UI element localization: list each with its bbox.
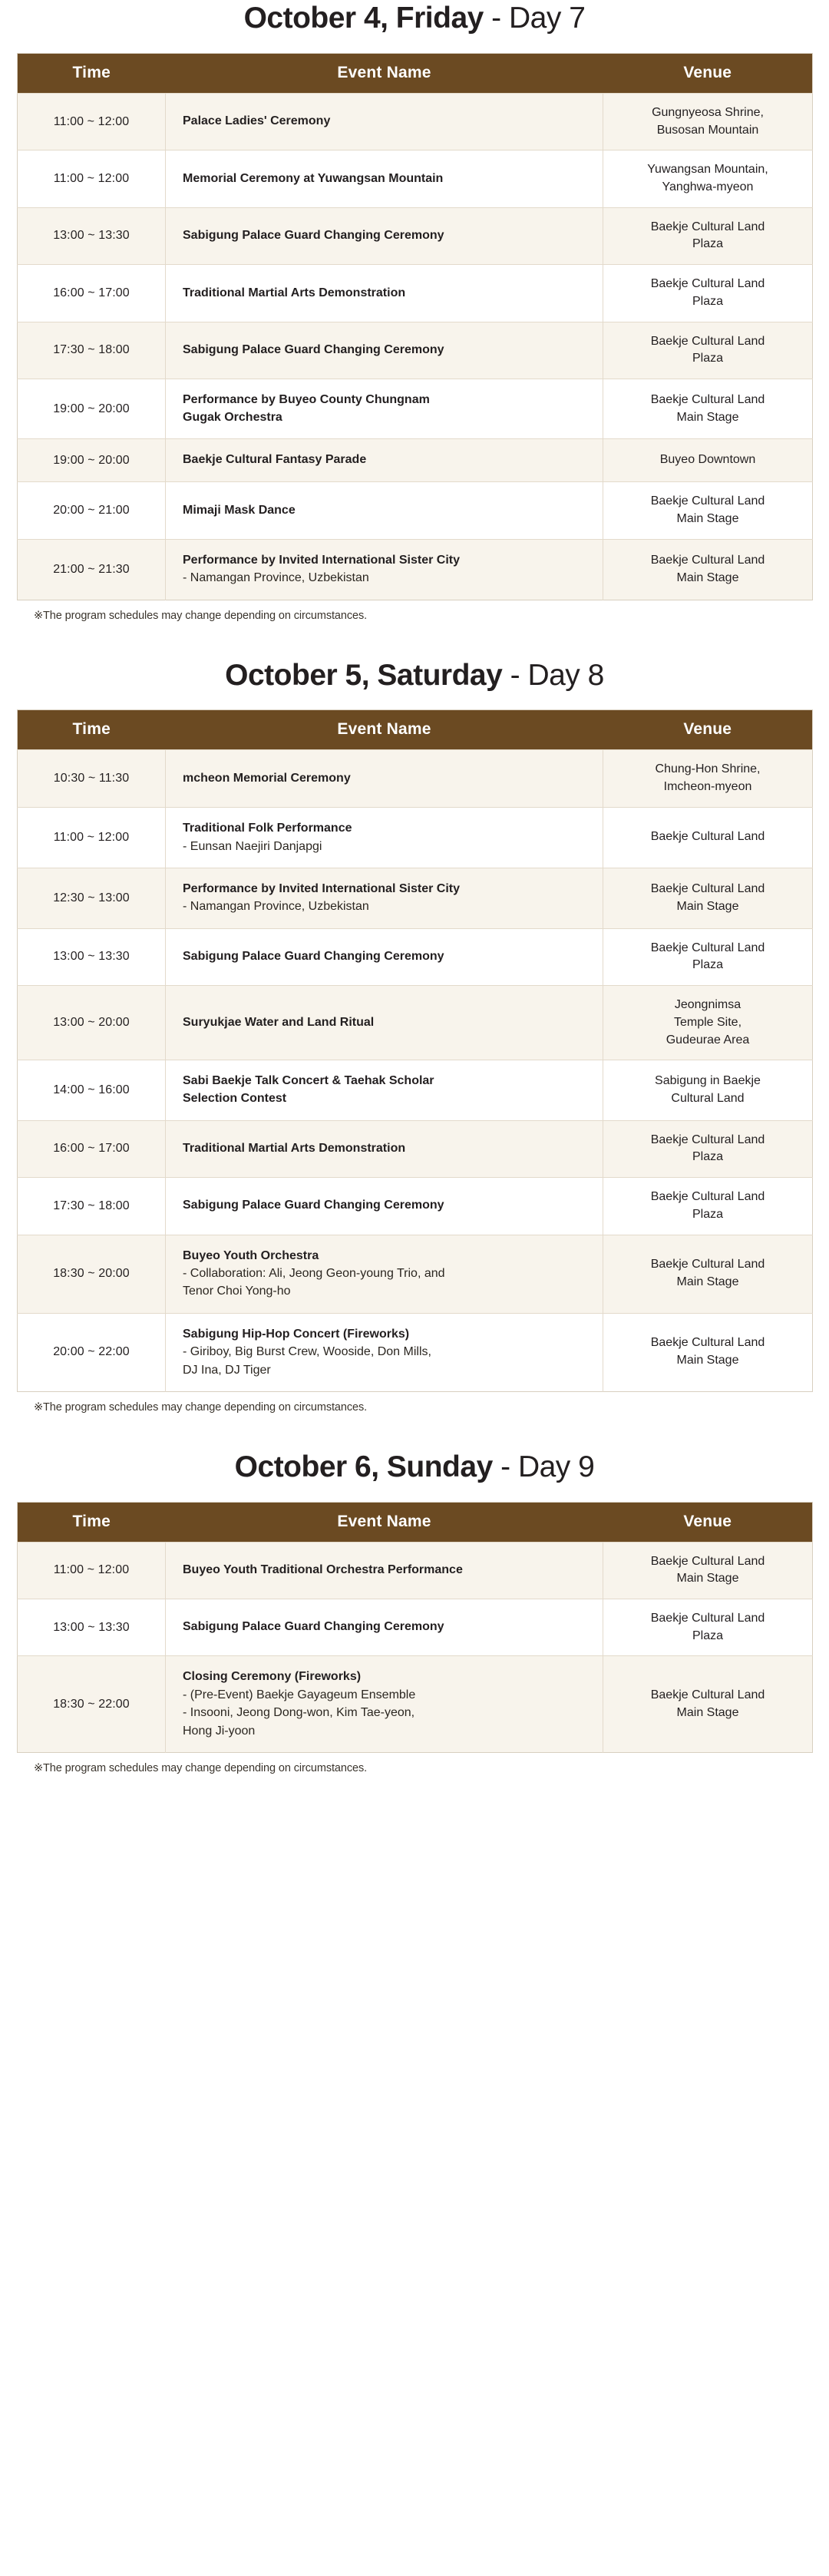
day-date: October 5, Saturday: [225, 658, 503, 692]
event-name-main: Traditional Martial Arts Demonstration: [183, 286, 406, 299]
event-name: [166, 322, 603, 379]
event-name: [166, 986, 603, 1060]
day-title: [17, 0, 812, 36]
event-name: [166, 207, 603, 264]
event-venue: Baekje Cultural Land Main Stage: [603, 539, 813, 600]
event-name-main: Performance by Invited International Sister City: [183, 881, 460, 895]
event-time: 18:30 ~ 20:00: [18, 1235, 166, 1313]
event-time: 21:00 ~ 21:30: [18, 539, 166, 600]
event-name-main: Palace Ladies' Ceremony: [183, 114, 331, 128]
event-venue: Gungnyeosa Shrine, Busosan Mountain: [603, 93, 813, 150]
event-name: [166, 1120, 603, 1177]
event-name-detail: - Giriboy, Big Burst Crew, Wooside, Don Mills, DJ Ina, DJ Tiger: [183, 1345, 431, 1377]
event-name-main: Sabigung Hip-Hop Concert (Fireworks): [183, 1327, 410, 1341]
event-name: [166, 868, 603, 928]
event-venue: Baekje Cultural Land Plaza: [603, 1178, 813, 1235]
event-name-detail: - Namangan Province, Uzbekistan: [183, 571, 369, 585]
event-time: 20:00 ~ 22:00: [18, 1313, 166, 1391]
column-header-time: Time: [18, 710, 166, 750]
table-row: [18, 750, 813, 807]
event-venue: Baekje Cultural Land Plaza: [603, 265, 813, 322]
column-header-event-name: Event Name: [166, 53, 603, 93]
day-separator: -: [502, 658, 528, 692]
column-header-venue: Venue: [603, 53, 813, 93]
event-time: 11:00 ~ 12:00: [18, 93, 166, 150]
event-venue: Chung-Hon Shrine, Imcheon-myeon: [603, 750, 813, 807]
event-venue: Baekje Cultural Land Main Stage: [603, 1235, 813, 1313]
column-header-event-name: Event Name: [166, 710, 603, 750]
table-row: [18, 868, 813, 928]
event-time: 19:00 ~ 20:00: [18, 439, 166, 482]
event-venue: Baekje Cultural Land Plaza: [603, 207, 813, 264]
event-time: 17:30 ~ 18:00: [18, 322, 166, 379]
event-name: [166, 928, 603, 985]
event-name: [166, 1060, 603, 1120]
event-name-main: Performance by Invited International Sister City: [183, 553, 460, 567]
schedule-table: [17, 709, 813, 1391]
event-name: [166, 750, 603, 807]
table-row: [18, 265, 813, 322]
event-venue: Baekje Cultural Land Plaza: [603, 928, 813, 985]
event-venue: Baekje Cultural Land Main Stage: [603, 1656, 813, 1752]
column-header-time: Time: [18, 53, 166, 93]
event-time: 12:30 ~ 13:00: [18, 868, 166, 928]
day-separator: -: [492, 1450, 518, 1483]
table-row: [18, 1656, 813, 1752]
column-header-venue: Venue: [603, 1502, 813, 1542]
event-venue: Yuwangsan Mountain, Yanghwa-myeon: [603, 150, 813, 207]
event-name: [166, 539, 603, 600]
event-time: 17:30 ~ 18:00: [18, 1178, 166, 1235]
event-name: [166, 1542, 603, 1599]
schedule-table: [17, 1502, 813, 1753]
event-time: 11:00 ~ 12:00: [18, 807, 166, 868]
event-venue: Baekje Cultural Land Plaza: [603, 1599, 813, 1656]
event-name: [166, 1313, 603, 1391]
event-name: [166, 439, 603, 482]
table-row: [18, 207, 813, 264]
event-name-main: Sabigung Palace Guard Changing Ceremony: [183, 1199, 444, 1212]
event-venue: Buyeo Downtown: [603, 439, 813, 482]
schedule-note: ※The program schedules may change depending on circumstances.: [34, 609, 368, 622]
event-name-main: Memorial Ceremony at Yuwangsan Mountain: [183, 171, 444, 185]
table-row: [18, 322, 813, 379]
table-row: [18, 539, 813, 600]
day-title: [17, 657, 812, 693]
schedule-note: ※The program schedules may change depending on circumstances.: [34, 1761, 368, 1774]
event-venue: Baekje Cultural Land Plaza: [603, 1120, 813, 1177]
event-name: [166, 379, 603, 439]
table-row: [18, 986, 813, 1060]
event-name: [166, 807, 603, 868]
event-name: [166, 93, 603, 150]
event-name-main: Traditional Folk Performance: [183, 821, 352, 835]
table-row: [18, 1313, 813, 1391]
event-time: 16:00 ~ 17:00: [18, 1120, 166, 1177]
table-row: [18, 1178, 813, 1235]
day-block: [0, 0, 829, 622]
event-name: [166, 1178, 603, 1235]
table-row: [18, 1599, 813, 1656]
day-number: Day 7: [509, 2, 586, 35]
table-row: [18, 1120, 813, 1177]
event-name-main: Mimaji Mask Dance: [183, 503, 296, 517]
event-name: [166, 482, 603, 539]
table-header-row: [18, 710, 813, 750]
event-name: [166, 1656, 603, 1752]
event-time: 10:30 ~ 11:30: [18, 750, 166, 807]
event-time: 18:30 ~ 22:00: [18, 1656, 166, 1752]
event-name-main: Buyeo Youth Orchestra: [183, 1248, 319, 1262]
event-time: 11:00 ~ 12:00: [18, 1542, 166, 1599]
event-name-main: Sabigung Palace Guard Changing Ceremony: [183, 1620, 444, 1634]
event-name-main: Closing Ceremony (Fireworks): [183, 1670, 362, 1684]
event-name: [166, 265, 603, 322]
table-row: [18, 928, 813, 985]
event-name-main: Suryukjae Water and Land Ritual: [183, 1015, 375, 1029]
event-time: 16:00 ~ 17:00: [18, 265, 166, 322]
day-date: October 4, Friday: [243, 2, 484, 35]
event-time: 13:00 ~ 13:30: [18, 928, 166, 985]
event-name-main: Buyeo Youth Traditional Orchestra Performance: [183, 1562, 463, 1576]
event-name: [166, 1599, 603, 1656]
event-venue: Baekje Cultural Land Main Stage: [603, 868, 813, 928]
table-row: [18, 1542, 813, 1599]
event-name: [166, 150, 603, 207]
table-row: [18, 150, 813, 207]
event-venue: Baekje Cultural Land Main Stage: [603, 379, 813, 439]
event-venue: Jeongnimsa Temple Site, Gudeurae Area: [603, 986, 813, 1060]
event-name-detail: - Eunsan Naejiri Danjapgi: [183, 839, 322, 853]
day-number: Day 8: [527, 658, 604, 692]
day-number: Day 9: [517, 1450, 595, 1483]
event-venue: Baekje Cultural Land: [603, 807, 813, 868]
column-header-time: Time: [18, 1502, 166, 1542]
table-row: [18, 482, 813, 539]
day-block: [0, 1449, 829, 1774]
event-name-detail: - Namangan Province, Uzbekistan: [183, 900, 369, 914]
table-row: [18, 439, 813, 482]
event-time: 20:00 ~ 21:00: [18, 482, 166, 539]
table-row: [18, 1235, 813, 1313]
day-title: [17, 1449, 812, 1485]
event-venue: Baekje Cultural Land Main Stage: [603, 1313, 813, 1391]
event-name-main: Sabigung Palace Guard Changing Ceremony: [183, 949, 444, 963]
day-separator: -: [483, 2, 510, 35]
event-venue: Baekje Cultural Land Main Stage: [603, 482, 813, 539]
event-time: 13:00 ~ 13:30: [18, 1599, 166, 1656]
table-header-row: [18, 1502, 813, 1542]
table-row: [18, 93, 813, 150]
day-block: [0, 657, 829, 1414]
event-name-detail: - Collaboration: Ali, Jeong Geon-young Trio, and Tenor Choi Yong-ho: [183, 1267, 445, 1298]
event-name-detail: - (Pre-Event) Baekje Gayageum Ensemble - Insooni, Jeong Dong-won, Kim Tae-yeon, Hong Ji-yoon: [183, 1688, 416, 1738]
event-venue: Sabigung in Baekje Cultural Land: [603, 1060, 813, 1120]
event-name-main: Sabigung Palace Guard Changing Ceremony: [183, 229, 444, 243]
event-name-main: Traditional Martial Arts Demonstration: [183, 1142, 406, 1156]
event-name-main: mcheon Memorial Ceremony: [183, 771, 351, 785]
day-date: October 6, Sunday: [234, 1450, 493, 1483]
event-time: 19:00 ~ 20:00: [18, 379, 166, 439]
event-name: [166, 1235, 603, 1313]
event-name-main: Baekje Cultural Fantasy Parade: [183, 453, 367, 467]
table-row: [18, 807, 813, 868]
table-header-row: [18, 53, 813, 93]
event-time: 13:00 ~ 20:00: [18, 986, 166, 1060]
table-row: [18, 379, 813, 439]
column-header-event-name: Event Name: [166, 1502, 603, 1542]
event-time: 11:00 ~ 12:00: [18, 150, 166, 207]
event-time: 14:00 ~ 16:00: [18, 1060, 166, 1120]
event-venue: Baekje Cultural Land Main Stage: [603, 1542, 813, 1599]
event-venue: Baekje Cultural Land Plaza: [603, 322, 813, 379]
event-name-main: Sabi Baekje Talk Concert & Taehak Scholar Selection Contest: [183, 1074, 434, 1105]
table-row: [18, 1060, 813, 1120]
schedule-note: ※The program schedules may change depending on circumstances.: [34, 1400, 368, 1414]
event-time: 13:00 ~ 13:30: [18, 207, 166, 264]
schedule-table: [17, 53, 813, 600]
column-header-venue: Venue: [603, 710, 813, 750]
event-name-main: Performance by Buyeo County Chungnam Gugak Orchestra: [183, 393, 430, 424]
event-name-main: Sabigung Palace Guard Changing Ceremony: [183, 342, 444, 356]
